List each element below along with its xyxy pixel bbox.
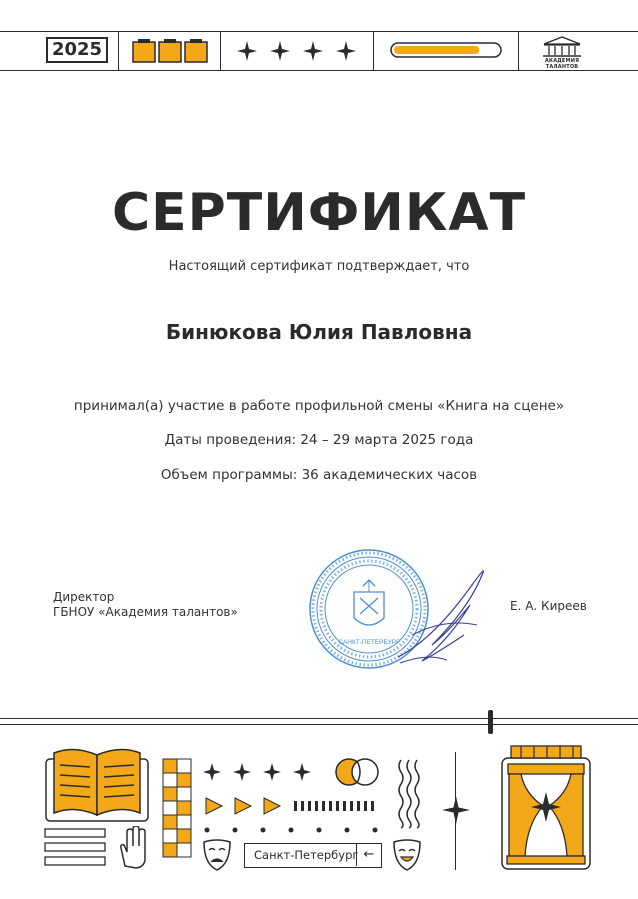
city-label [244,843,382,868]
header-bottom-rule [0,70,638,71]
open-book-icon [44,745,150,823]
big-sparkle-icon [441,795,471,825]
signer-position [53,590,238,620]
happy-mask-icon [392,838,422,872]
signer-position-line: ГБНОУ «Академия талантов» [53,605,238,619]
signer-position-line: Директор [53,590,115,604]
checker-pattern [162,758,192,868]
header-divider [118,31,119,71]
academy-building-icon [540,36,584,58]
dates-text: Даты проведения: 24 – 29 марта 2025 года [164,432,474,448]
recipient-name: Бинюкова Юлия Павловна [165,320,473,344]
certificate-subtitle: Настоящий сертификат подтверждает, что [168,259,470,274]
footer-rule [0,718,638,719]
waves-icon [396,758,422,830]
header-divider [373,31,374,71]
footer-rule [0,724,638,725]
text-bars-icon [44,828,108,868]
year-badge: 2025 [46,37,108,63]
dot-row [202,825,382,835]
academy-logo-caption: АКАДЕМИЯ ТАЛАНТОВ [544,58,580,70]
footer-rule-tick [488,710,493,734]
sad-mask-icon [202,838,232,872]
city-label-text: Санкт-Петербург [254,848,359,862]
volume-text: Объем программы: 36 академических часов [160,467,478,483]
play-triangles-icon [204,796,284,816]
header-divider [220,31,221,71]
theater-blocks-icon [132,38,208,64]
participation-text: принимал(а) участие в работе профильной смены «Книга на сцене» [73,398,565,414]
certificate-title: СЕРТИФИКАТ [111,183,527,243]
hand-icon [116,826,152,870]
handwritten-signature [392,565,492,670]
header-top-rule [0,31,638,32]
header-divider [518,31,519,71]
progress-bar [390,42,502,58]
sparkles-icon [202,762,316,782]
theater-stage-icon [501,744,591,870]
arrow-left-icon: ← [356,844,381,866]
dash-row [292,799,382,813]
stamp-city: САНКТ-ПЕТЕРБУРГ [338,639,400,646]
eclipse-icon [334,757,380,787]
sparkles-icon [236,40,362,62]
signer-name: Е. А. Киреев [510,599,587,613]
